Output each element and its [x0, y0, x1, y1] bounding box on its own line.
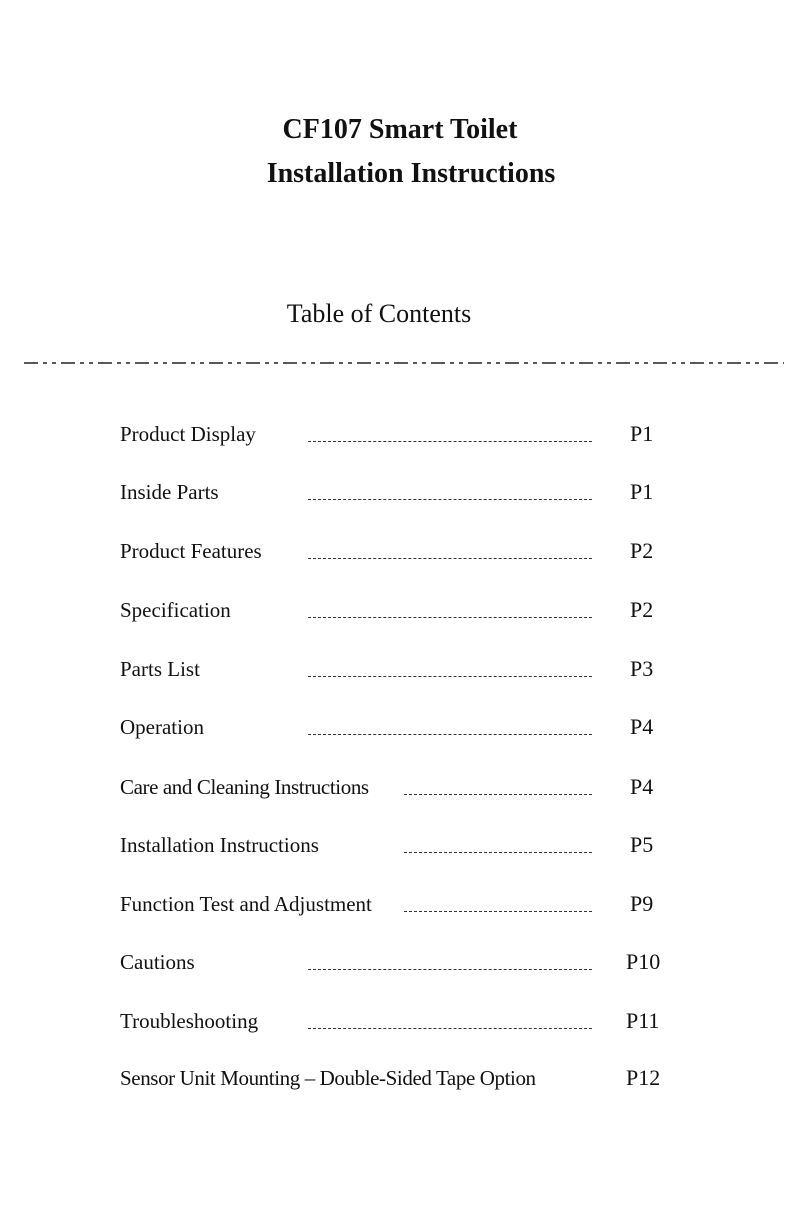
toc-entry-label: Product Display	[120, 422, 256, 446]
toc-leader-dots	[308, 734, 592, 735]
toc-entry-operation[interactable]	[0, 714, 808, 754]
toc-entry-page: P5	[630, 832, 654, 857]
document-subtitle: Installation Instructions	[266, 158, 556, 189]
toc-entry-inside-parts[interactable]	[0, 479, 808, 519]
toc-entry-label: Sensor Unit Mounting – Double-Sided Tape Option	[120, 1066, 536, 1090]
toc-entry-page: P4	[630, 774, 654, 799]
toc-leader-dots	[308, 499, 592, 500]
toc-entry-function-test[interactable]	[0, 891, 808, 931]
toc-entry-product-features[interactable]	[0, 538, 808, 578]
toc-entry-page: P9	[630, 891, 654, 916]
toc-entry-page: P1	[630, 421, 654, 446]
toc-entry-label: Cautions	[120, 950, 195, 974]
toc-entry-product-display[interactable]	[0, 421, 808, 461]
toc-leader-dots	[308, 558, 592, 559]
toc-entry-label: Care and Cleaning Instructions	[120, 775, 369, 799]
toc-entry-page: P12	[626, 1065, 661, 1090]
toc-leader-dots	[308, 676, 592, 677]
toc-entry-page: P3	[630, 656, 654, 681]
document-title: CF107 Smart Toilet	[282, 114, 518, 145]
toc-entry-label: Operation	[120, 715, 204, 739]
toc-entry-page: P2	[630, 538, 654, 563]
toc-entry-label: Installation Instructions	[120, 833, 319, 857]
toc-entry-label: Specification	[120, 598, 231, 622]
toc-entry-label: Troubleshooting	[120, 1009, 259, 1033]
toc-entry-specification[interactable]	[0, 597, 808, 637]
toc-entry-troubleshooting[interactable]	[0, 1008, 808, 1048]
toc-leader-dots	[308, 969, 592, 970]
toc-entry-care-and-cleaning[interactable]	[0, 774, 808, 814]
toc-leader-dots	[404, 794, 592, 795]
toc-leader-dots	[308, 441, 592, 442]
toc-heading: Table of Contents	[286, 299, 472, 328]
toc-leader-dots	[404, 911, 592, 912]
toc-leader-dots	[404, 852, 592, 853]
toc-entry-label: Parts List	[120, 657, 200, 681]
toc-entry-page: P4	[630, 714, 654, 739]
toc-entry-page: P2	[630, 597, 654, 622]
toc-entry-label: Product Features	[120, 539, 262, 563]
toc-leader-dots	[308, 617, 592, 618]
toc-leader-dots	[308, 1028, 592, 1029]
toc-entry-page: P1	[630, 479, 654, 504]
toc-entry-page: P11	[626, 1008, 660, 1033]
toc-entry-cautions[interactable]	[0, 949, 808, 989]
toc-entry-label: Function Test and Adjustment	[120, 892, 372, 916]
toc-entry-sensor-unit-mounting[interactable]	[0, 1065, 808, 1105]
toc-entry-label: Inside Parts	[120, 480, 219, 504]
toc-entry-page: P10	[626, 949, 661, 974]
toc-entry-parts-list[interactable]	[0, 656, 808, 696]
toc-entry-installation-instructions[interactable]	[0, 832, 808, 872]
